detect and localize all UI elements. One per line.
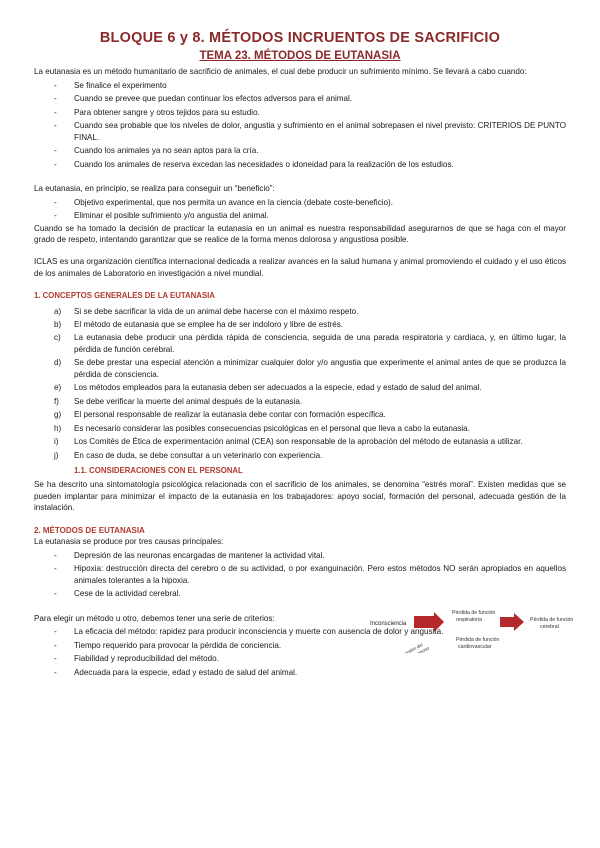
document-title: BLOQUE 6 y 8. MÉTODOS INCRUENTOS DE SACRIFICIO (99, 30, 501, 46)
euthanasia-process-diagram (334, 593, 584, 653)
diagram-node-inconsciencia: Inconsciencia (370, 621, 407, 627)
list-item: a) Si se debe sacrificar la vida de un animal debe hacerse con el máximo respeto. (54, 306, 359, 316)
diagram-node-respiratory-1: Pérdida de función (452, 610, 496, 616)
list-item: - Cuando se prevee que puedan continuar los efectos adversos para el animal. (54, 94, 353, 104)
section-1-list (34, 306, 566, 462)
list-item: - Se finalice el experimento (54, 80, 167, 90)
diagram-svg (334, 593, 584, 653)
list-item: d) Se debe prestar una especial atención a minimizar cualquier dolor y/o angustia que experimente el animal antes de que se produzca la pérdida de consciencia. (54, 358, 566, 379)
list-item: - Cuando los animales de reserva excedan las necesidades o idoneidad para la realización de los estudios. (54, 159, 454, 169)
list-item: h) Es necesario considerar las posibles consecuencias psicológicas en el personal que lleva a cabo la eutanasia. (54, 423, 470, 433)
benefit-list (34, 197, 566, 222)
list-item: - Depresión de las neuronas encargadas de mantener la actividad vital. (54, 550, 325, 560)
list-item: - Objetivo experimental, que nos permita un avance en la ciencia (debate coste-beneficio). (54, 197, 393, 207)
diagram-node-cardio-1: Pérdida de función (456, 637, 500, 643)
diagram-node-cerebral-2: cerebral (540, 624, 559, 630)
list-item: - Adecuada para la especie, edad y estado de salud del animal. (54, 667, 298, 677)
criteria-intro: Para elegir un método u otro, debemos tener una serie de criterios: (34, 613, 275, 623)
list-item: f) Se debe verificar la muerte del animal después de la eutanasia. (54, 396, 303, 406)
document-page (34, 30, 566, 680)
intro-list (34, 80, 566, 170)
iclas-paragraph: ICLAS es una organización científica internacional dedicada a realizar avances en la salud humana y animal promoviendo el cuidado y el uso éticos de los animales de Laboratorio en investigación a nivel mundial. (34, 257, 566, 278)
svg-text:Depresión del: Depresión del (396, 642, 424, 653)
arrow-right-icon (500, 613, 524, 631)
diagram-node-cardio-2: cardiovascular (458, 644, 492, 650)
subsection-1-1-title: 1.1. CONSIDERACIONES CON EL PERSONAL (74, 466, 243, 476)
list-item: e) Los métodos empleados para la eutanasia deben ser adecuados a la especie, edad y estado de salud del animal. (54, 383, 482, 393)
section-2-intro: La eutanasia se produce por tres causas principales: (34, 537, 224, 547)
benefit-intro: La eutanasia, en principio, se realiza para conseguir un “beneficio”: (34, 184, 275, 194)
diagram-node-respiratory-2: respiratoria (456, 617, 482, 623)
list-item: - Eliminar el posible sufrimiento y/o angustia del animal. (54, 211, 269, 221)
diagram-diagonal-label (394, 640, 430, 653)
list-item: - Cuando sea probable que los niveles de dolor, angustia y sufrimiento en el animal sobrepasen el nivel previsto: CRITERIOS DE PUNTO FINAL. (54, 121, 566, 142)
arrow-right-icon (414, 612, 444, 632)
list-item: g) El personal responsable de realizar la eutanasia debe contar con formación específica. (54, 410, 386, 420)
list-item: i) Los Comités de Ética de experimentación animal (CEA) son responsable de la aprobación del método de eutanasia a utilizar. (54, 437, 523, 447)
list-item: - Cese de la actividad cerebral. (54, 589, 181, 599)
diagram-node-cerebral-1: Pérdida de función (530, 617, 574, 623)
list-item: - Tiempo requerido para provocar la pérdida de conciencia. (54, 640, 282, 650)
list-item: j) En caso de duda, se debe consultar a un veterinario con experiencia. (54, 450, 323, 460)
list-item: - La eficacia del método: rapidez para producir inconsciencia y muerte con ausencia de dolor y angustia. (54, 627, 444, 637)
list-item: - Hipoxia: destrucción directa del cerebro o de su actividad, o por exanguinación. Pero estos métodos NO serán apropiados en aquellos animales tolerantes a la hipoxia. (54, 564, 566, 585)
intro-paragraph: La eutanasia es un método humanitario de sacrificio de animales, el cual debe producir un sufrimiento mínimo. Se llevará a cabo cuando: (34, 67, 527, 77)
responsibility-paragraph: Cuando se ha tomado la decisión de practicar la eutanasia en un animal es nuestra responsabilidad asegurarnos de que se haga con el mayor grado de respeto, intentando garantizar que se realice de la forma menos dolorosa y angustiosa posible. (34, 223, 566, 244)
list-item: - Cuando los animales ya no sean aptos para la cría. (54, 146, 259, 156)
subsection-1-1-text: Se ha descrito una sintomatología psicológica relacionada con el sacrificio de los animales, se denomina “estrés moral”. Existen medidas que se pueden implantar para minimizar el impacto de la eutanasia en los trabajadores: apoyo social, formación del personal, adecuada gestión de la instalación. (34, 480, 566, 513)
section-2-title: 2. MÉTODOS DE EUTANASIA (34, 525, 145, 535)
topic-title: TEMA 23. MÉTODOS DE EUTANASIA (199, 50, 401, 63)
list-item: c) La eutanasia debe producir una pérdida rápida de consciencia, seguida de una parada respiratoria y cardiaca, y, en último lugar, la pérdida de función cerebral. (54, 333, 566, 354)
list-item: - Fiabilidad y reproducibilidad del método. (54, 654, 219, 664)
section-1-title: 1. CONCEPTOS GENERALES DE LA EUTANASIA (34, 291, 215, 301)
list-item: b) El método de eutanasia que se emplee ha de ser indoloro y libre de estrés. (54, 320, 344, 329)
list-item: - Para obtener sangre y otros tejidos para su estudio. (54, 107, 260, 117)
